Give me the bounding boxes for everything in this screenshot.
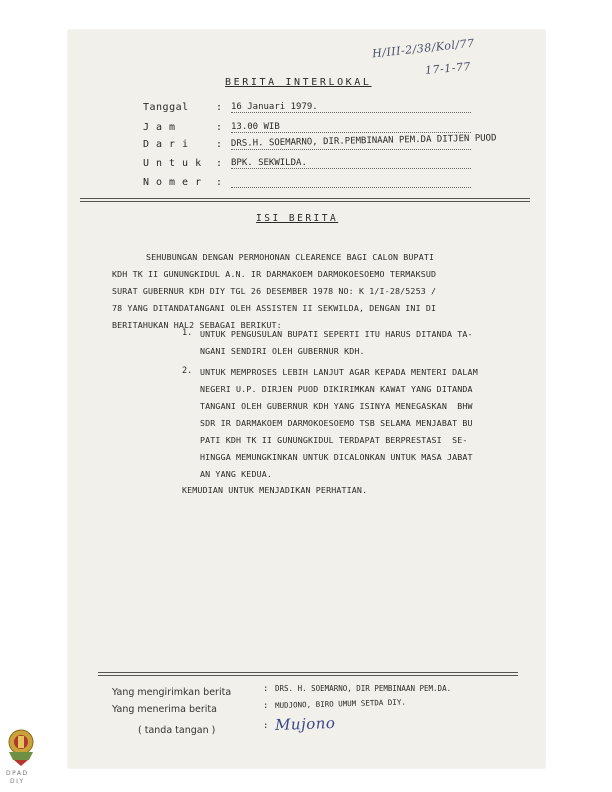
colon: :	[216, 177, 223, 188]
colon: :	[216, 158, 223, 169]
item-line: PATI KDH TK II GUNUNGKIDUL TERDAPAT BERPRESTASI SE-	[200, 435, 468, 445]
item-number: 1.	[182, 328, 193, 338]
item-line: NEGERI U.P. DIRJEN PUOD DIKIRIMKAN KAWAT YANG DITANDA	[200, 384, 473, 394]
dpad-emblem-icon	[5, 728, 37, 768]
tanggal-label: Tanggal	[143, 102, 189, 113]
document-title: BERITA INTERLOKAL	[225, 77, 372, 88]
logo-text-diy: DIY	[10, 778, 25, 785]
item-line: AN YANG KEDUA.	[200, 469, 273, 479]
dari-value: DRS.H. SOEMARNO, DIR.PEMBINAAN PEM.DA DITJEN PUOD	[230, 133, 497, 149]
header-divider	[80, 198, 530, 202]
colon: :	[216, 102, 223, 113]
sender-value: DRS. H. SOEMARNO, DIR PEMBINAAN PEM.DA.	[275, 684, 452, 693]
colon: :	[263, 701, 269, 711]
dotted-line	[231, 187, 471, 188]
jam-label: Jam	[143, 122, 183, 133]
dari-label: Dari	[143, 139, 196, 150]
paragraph-line: KDH TK II GUNUNGKIDUL A.N. IR DARMAKOEM DARMOKOESOEMO TERMAKSUD	[112, 269, 437, 279]
paragraph-line: SEHUBUNGAN DENGAN PERMOHONAN CLEARENCE BAGI CALON BUPATI	[146, 252, 435, 262]
paragraph-line: SURAT GUBERNUR KDH DIY TGL 26 DESEMBER 1978 NO: K 1/I-28/5253 /	[112, 286, 437, 296]
item-line: SDR IR DARMAKOEM DARMOKOESOEMO TSB SELAMA MENJABAT BU	[200, 418, 473, 428]
jam-value: 13.00 WIB	[231, 122, 280, 132]
colon: :	[263, 684, 269, 694]
item-number: 2.	[182, 366, 193, 376]
dotted-line	[231, 112, 471, 113]
footer-divider	[98, 672, 518, 676]
dotted-line	[231, 168, 471, 169]
receiver-value: MUDJONO, BIRO UMUM SETDA DIY.	[274, 697, 407, 710]
colon: :	[216, 122, 223, 133]
tanggal-value: 16 Januari 1979.	[231, 102, 318, 112]
archive-note-line2: 17-1-77	[424, 60, 472, 77]
receiver-label: Yang menerima berita	[112, 704, 217, 715]
colon: :	[263, 721, 269, 731]
paragraph-line: BERITAHUKAN HAL2 SEBAGAI BERIKUT:	[112, 320, 282, 330]
dotted-line	[231, 132, 471, 133]
signature: Mujono	[274, 713, 336, 735]
item-line: UNTUK PENGUSULAN BUPATI SEPERTI ITU HARUS DITANDA TA-	[200, 329, 473, 339]
item-line: UNTUK MEMPROSES LEBIH LANJUT AGAR KEPADA MENTERI DALAM	[200, 367, 478, 377]
item-line: NGANI SENDIRI OLEH GUBERNUR KDH.	[200, 346, 365, 356]
closing-text: KEMUDIAN UNTUK MENJADIKAN PERHATIAN.	[182, 485, 368, 495]
colon: :	[216, 139, 223, 150]
untuk-value: BPK. SEKWILDA.	[231, 158, 307, 168]
archive-note-line1: H/III-2/38/Kol/77	[371, 36, 476, 61]
sender-label: Yang mengirimkan berita	[112, 687, 232, 698]
item-line: HINGGA MEMUNGKINKAN UNTUK DICALONKAN UNTUK MASA JABAT	[200, 452, 473, 462]
item-line: TANGANI OLEH GUBERNUR KDH YANG ISINYA MENEGASKAN BHW	[200, 401, 473, 411]
paragraph-line: 78 YANG DITANDATANGANI OLEH ASSISTEN II SEKWILDA, DENGAN INI DI	[112, 303, 437, 313]
section-subtitle: ISI BERITA	[256, 213, 339, 224]
dotted-line	[231, 149, 471, 150]
logo-text-dpad: DPAD	[6, 770, 29, 777]
signature-label: ( tanda tangan )	[138, 725, 216, 736]
nomer-label: Nomer	[143, 177, 209, 188]
untuk-label: Untuk	[143, 158, 209, 169]
